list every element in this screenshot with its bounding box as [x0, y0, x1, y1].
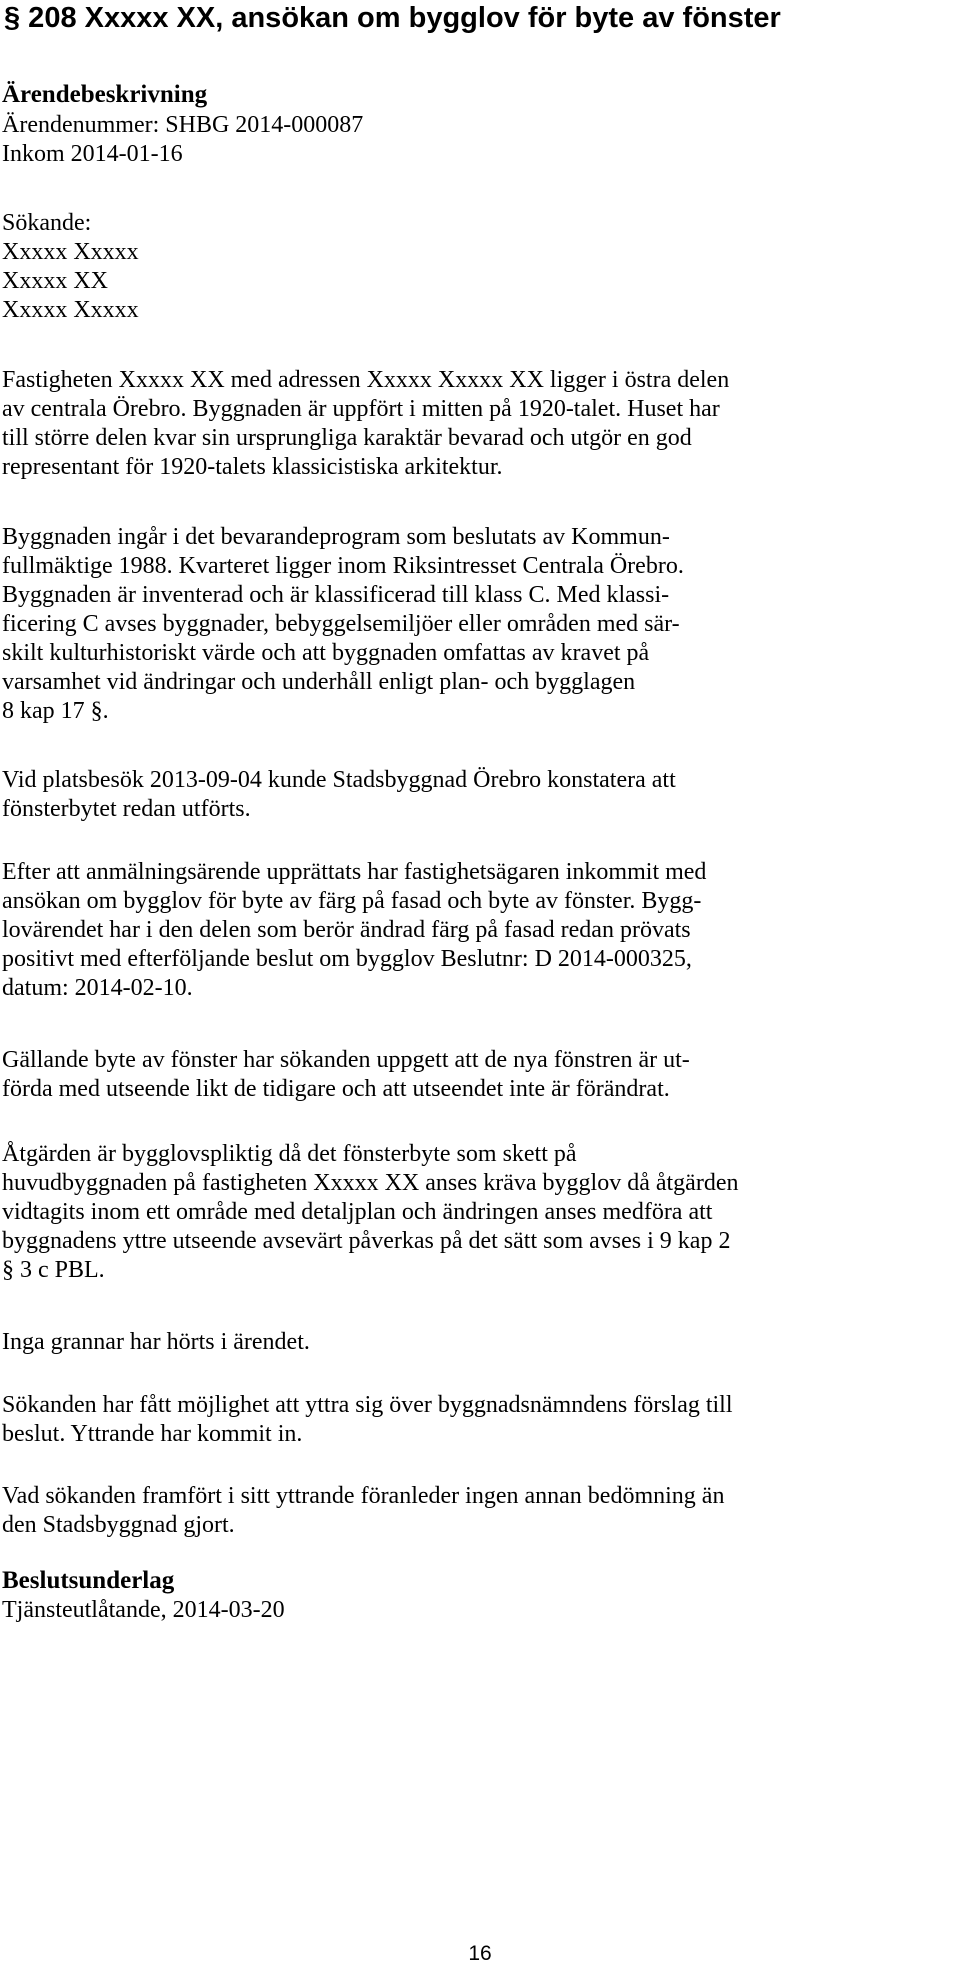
text-line: Byggnaden ingår i det bevarandeprogram som beslutats av Kommun-: [2, 524, 670, 550]
text-line: Byggnaden är inventerad och är klassificerad till klass C. Med klassi-: [2, 582, 670, 608]
beslutsunderlag-item: Tjänsteutlåtande, 2014-03-20: [2, 1597, 285, 1623]
sokande-label: Sökande:: [2, 210, 92, 236]
text-line: fullmäktige 1988. Kvarteret ligger inom Riksintresset Centrala Örebro.: [2, 553, 684, 579]
text-line: av centrala Örebro. Byggnaden är uppfört i mitten på 1920-talet. Huset har: [2, 396, 720, 422]
text-line: den Stadsbyggnad gjort.: [2, 1512, 235, 1538]
text-line: Fastigheten Xxxxx XX med adressen Xxxxx Xxxxx XX ligger i östra delen: [2, 367, 730, 393]
text-line: byggnadens yttre utseende avsevärt påverkas på det sätt som avses i 9 kap 2: [2, 1228, 731, 1254]
beslutsunderlag-block: [2, 1596, 957, 1625]
sokande-block: [2, 209, 957, 325]
arende-info-block: [2, 111, 957, 169]
text-line: skilt kulturhistoriskt värde och att byggnaden omfattas av kravet på: [2, 640, 650, 666]
text-line: datum: 2014-02-10.: [2, 975, 193, 1001]
paragraph-bevarandeprogram: [2, 523, 957, 726]
text-line: ansökan om bygglov för byte av färg på fasad och byte av fönster. Bygg-: [2, 888, 702, 914]
sokande-line: Xxxxx XX: [2, 268, 108, 294]
paragraph-platsbesok: [2, 766, 957, 824]
arendebeskrivning-title: Ärendebeskrivning: [2, 81, 208, 108]
text-line: positivt med efterföljande beslut om bygglov Beslutnr: D 2014-000325,: [2, 946, 692, 972]
text-line: varsamhet vid ändringar och underhåll enligt plan- och bygglagen: [2, 669, 636, 695]
paragraph-grannar: [2, 1328, 957, 1357]
text-line: representant för 1920-talets klassicistiska arkitektur.: [2, 454, 503, 480]
arendenummer: Ärendenummer: SHBG 2014-000087: [2, 112, 364, 138]
text-line: Vad sökanden framfört i sitt yttrande föranleder ingen annan bedömning än: [2, 1483, 725, 1509]
text-line: 8 kap 17 §.: [2, 698, 109, 724]
text-line: fönsterbytet redan utförts.: [2, 796, 251, 822]
paragraph-byte-av-fonster: [2, 1046, 957, 1104]
text-line: förda med utseende likt de tidigare och att utseendet inte är förändrat.: [2, 1076, 670, 1102]
text-line: huvudbyggnaden på fastigheten Xxxxx XX anses kräva bygglov då åtgärden: [2, 1170, 739, 1196]
inkom-date: Inkom 2014-01-16: [2, 141, 183, 167]
beslutsunderlag-title: Beslutsunderlag: [2, 1567, 175, 1594]
text-line: ficering C avses byggnader, bebyggelsemiljöer eller områden med sär-: [2, 611, 680, 637]
text-line: § 3 c PBL.: [2, 1257, 105, 1283]
sokande-line: Xxxxx Xxxxx: [2, 297, 139, 323]
paragraph-fastigheten: [2, 366, 957, 482]
text-line: Vid platsbesök 2013-09-04 kunde Stadsbyggnad Örebro konstatera att: [2, 767, 676, 793]
paragraph-bygglovspliktig: [2, 1140, 957, 1285]
text-line: Inga grannar har hörts i ärendet.: [2, 1329, 310, 1355]
document-heading: § 208 Xxxxx XX, ansökan om bygglov för byte av fönster: [4, 2, 781, 34]
text-line: Efter att anmälningsärende upprättats har fastighetsägaren inkommit med: [2, 859, 707, 885]
text-line: lovärendet har i den delen som berör ändrad färg på fasad redan prövats: [2, 917, 691, 943]
paragraph-yttrande: [2, 1391, 957, 1449]
text-line: Åtgärden är bygglovspliktig då det fönsterbyte som skett på: [2, 1141, 577, 1167]
text-line: till större delen kvar sin ursprungliga karaktär bevarad och utgör en god: [2, 425, 692, 451]
text-line: Gällande byte av fönster har sökanden uppgett att de nya fönstren är ut-: [2, 1047, 690, 1073]
text-line: beslut. Yttrande har kommit in.: [2, 1421, 303, 1447]
page-number: 16: [468, 1942, 492, 1965]
text-line: Sökanden har fått möjlighet att yttra sig över byggnadsnämndens förslag till: [2, 1392, 733, 1418]
text-line: vidtagits inom ett område med detaljplan och ändringen anses medföra att: [2, 1199, 713, 1225]
paragraph-anmalningsarende: [2, 858, 957, 1003]
paragraph-bedomning: [2, 1482, 957, 1540]
sokande-line: Xxxxx Xxxxx: [2, 239, 139, 265]
